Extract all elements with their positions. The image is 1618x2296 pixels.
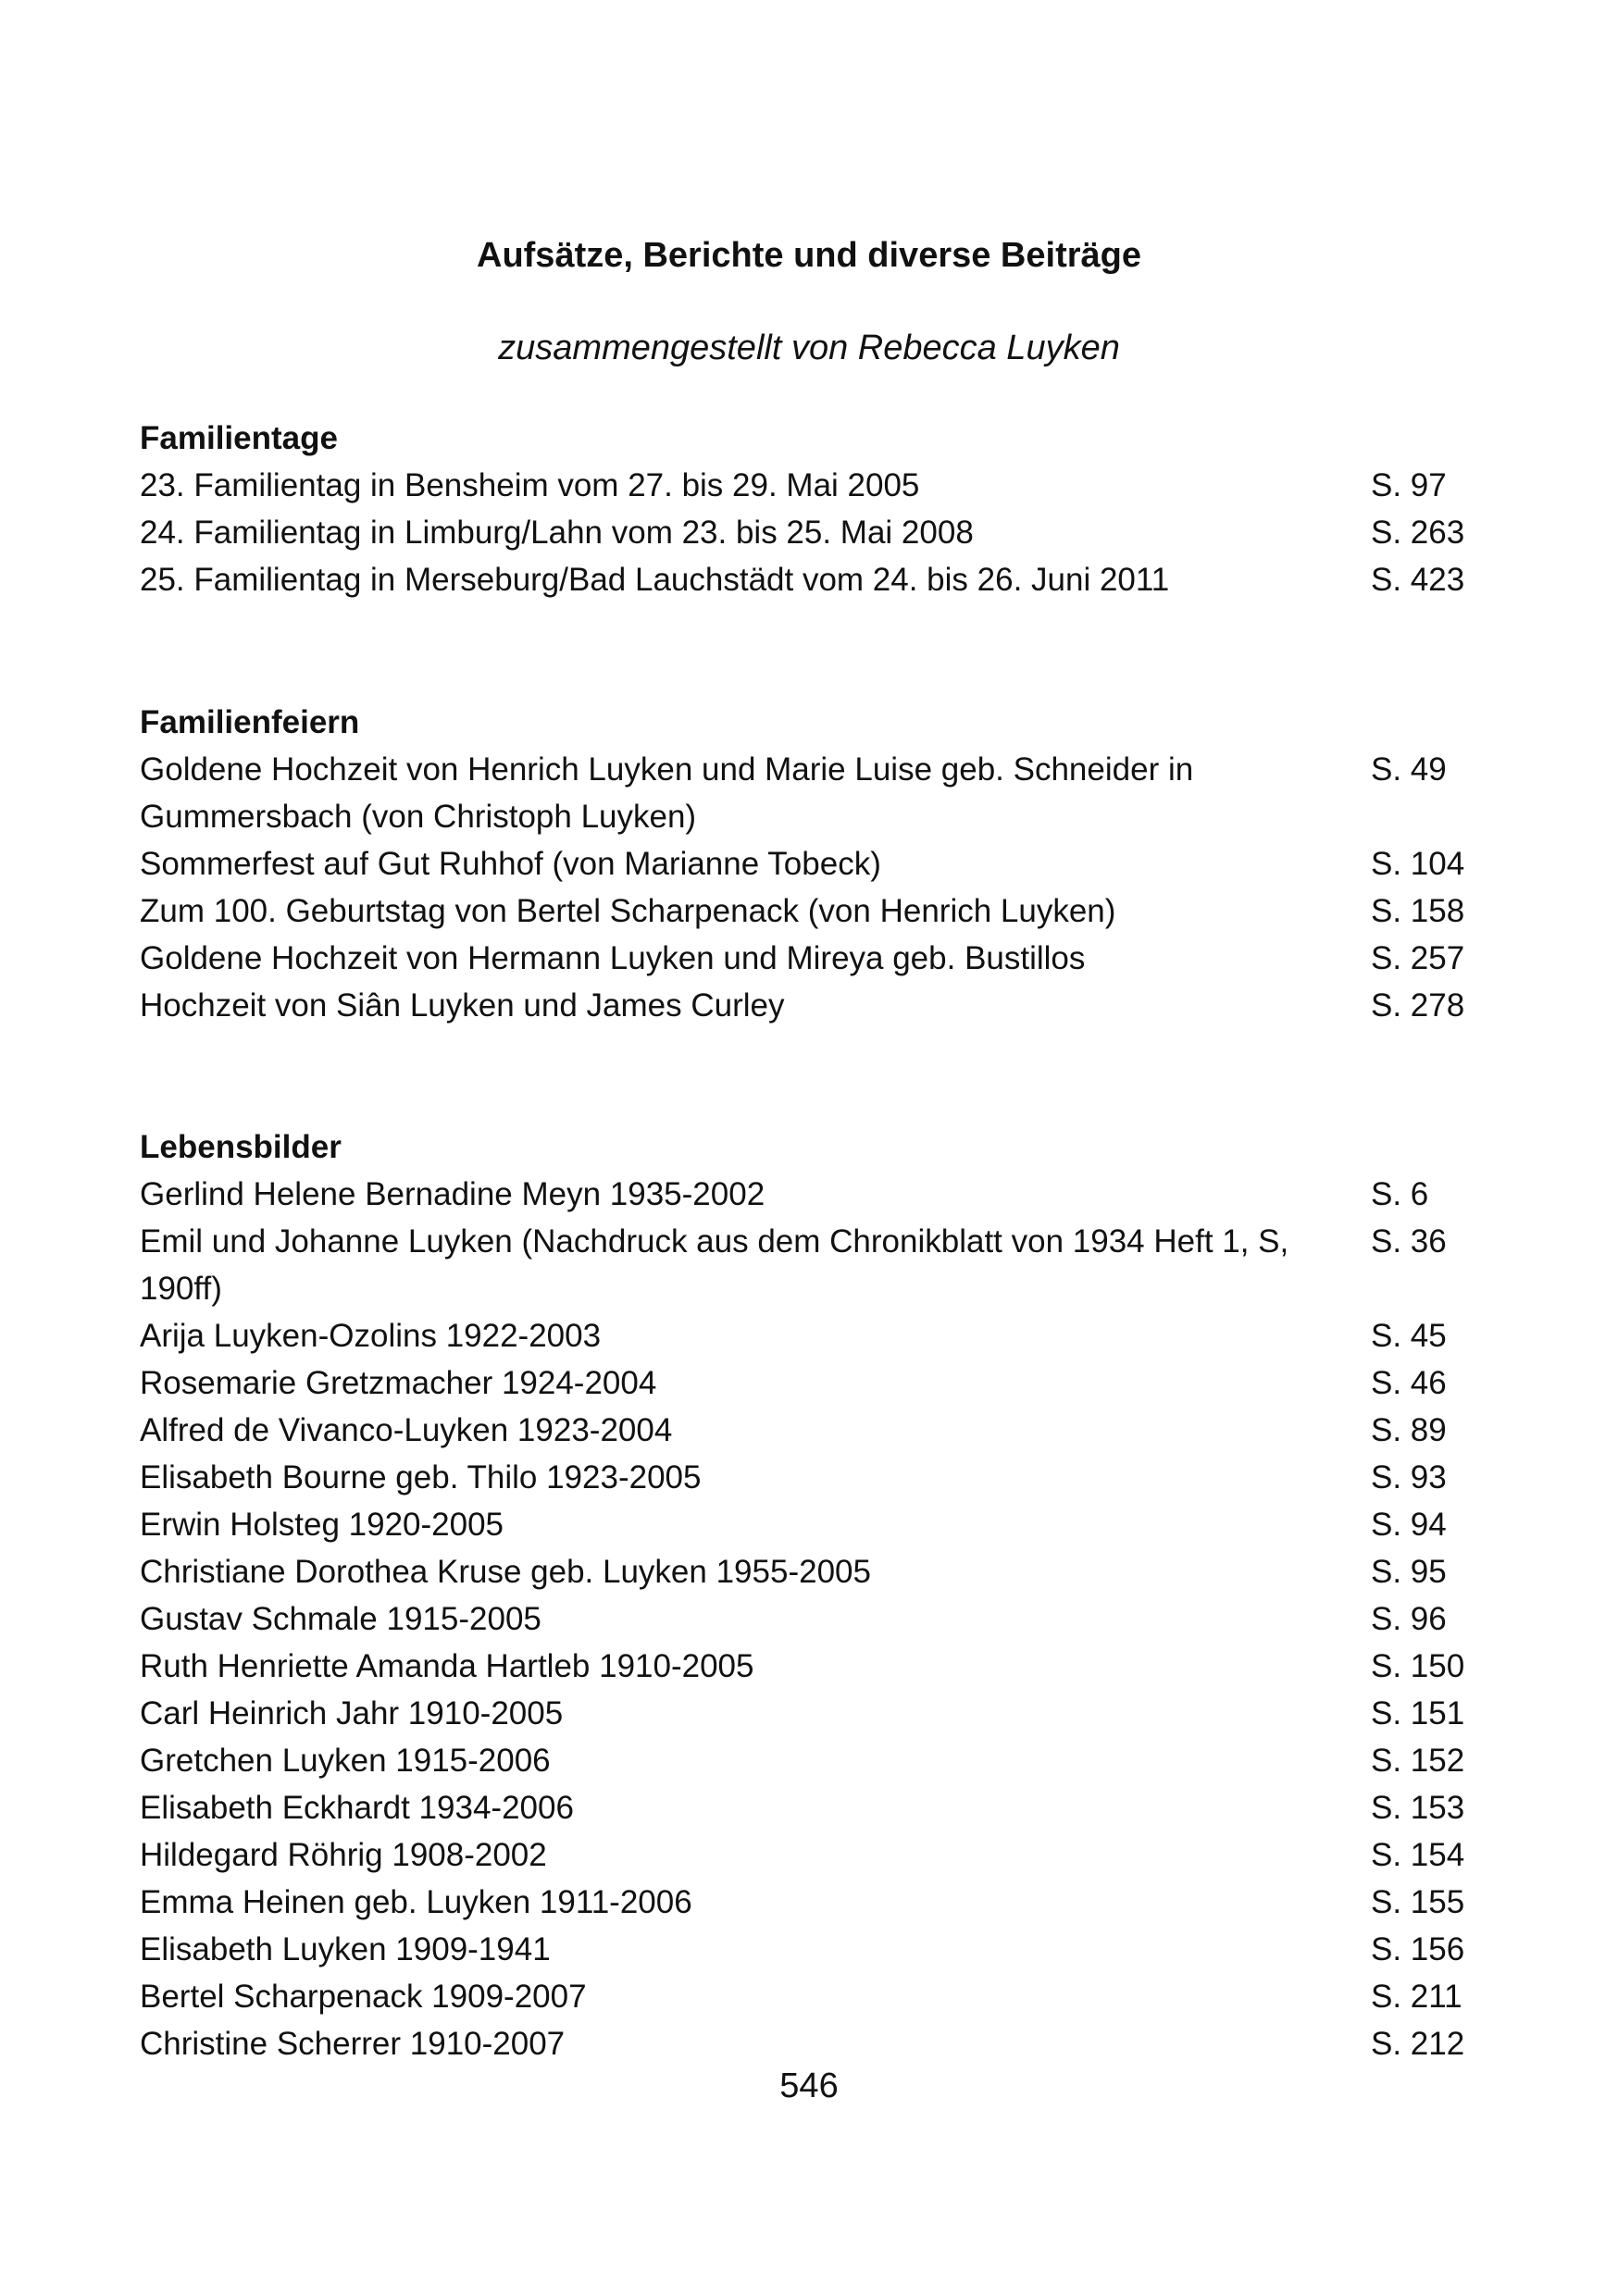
entry-title: Ruth Henriette Amanda Hartleb 1910-2005: [140, 1648, 754, 1684]
entry-page: S. 212: [1371, 2026, 1465, 2062]
entry-title: Elisabeth Eckhardt 1934-2006: [140, 1790, 574, 1826]
section-lebensbilder: [140, 1123, 1482, 2067]
entry-title: Sommerfest auf Gut Ruhhof (von Marianne Tobeck): [140, 846, 881, 882]
entry-title: 24. Familientag in Limburg/Lahn vom 23. bis 25. Mai 2008: [140, 515, 974, 551]
entry-title: Elisabeth Luyken 1909-1941: [140, 1931, 551, 1967]
entry-title: 23. Familientag in Bensheim vom 27. bis 29. Mai 2005: [140, 467, 920, 503]
entry-title: Gustav Schmale 1915-2005: [140, 1601, 541, 1637]
section-familientage: [140, 415, 1482, 603]
entry-page: S. 211: [1371, 1979, 1462, 2015]
list-item: [140, 1548, 1482, 1595]
entry-page: S. 154: [1371, 1837, 1465, 1873]
entry-page: S. 278: [1371, 987, 1465, 1024]
entry-title: Rosemarie Gretzmacher 1924-2004: [140, 1365, 657, 1401]
list-item: [140, 1973, 1482, 2020]
entry-title: Carl Heinrich Jahr 1910-2005: [140, 1695, 564, 1731]
entry-page: S. 151: [1371, 1695, 1465, 1731]
list-item: [140, 509, 1482, 556]
entry-page: S. 36: [1371, 1223, 1447, 1260]
entry-page: S. 97: [1371, 467, 1447, 503]
entry-page: S. 156: [1371, 1931, 1465, 1967]
section-heading: Familienfeiern: [140, 704, 360, 740]
list-item: [140, 1171, 1482, 1218]
entry-page: S. 150: [1371, 1648, 1465, 1684]
list-item: [140, 746, 1482, 840]
entry-title: Hochzeit von Siân Luyken und James Curley: [140, 987, 785, 1024]
entry-title: Bertel Scharpenack 1909-2007: [140, 1979, 587, 2015]
section-heading: Familientage: [140, 420, 338, 456]
list-item: [140, 556, 1482, 603]
section-heading: Lebensbilder: [140, 1129, 342, 1165]
entry-title: Elisabeth Bourne geb. Thilo 1923-2005: [140, 1459, 702, 1496]
entry-title: Gretchen Luyken 1915-2006: [140, 1743, 551, 1779]
list-item: [140, 1737, 1482, 1784]
list-item: [140, 1784, 1482, 1831]
list-item: [140, 982, 1482, 1029]
entry-page: S. 155: [1371, 1884, 1465, 1920]
entry-title: Emma Heinen geb. Luyken 1911-2006: [140, 1884, 692, 1920]
page-number: 546: [779, 2066, 839, 2105]
entry-title: Hildegard Röhrig 1908-2002: [140, 1837, 547, 1873]
entry-page: S. 49: [1371, 751, 1447, 788]
page-subtitle: zusammengestellt von Rebecca Luyken: [498, 329, 1120, 367]
list-item: [140, 1218, 1482, 1312]
entry-title: 25. Familientag in Merseburg/Bad Lauchstädt vom 24. bis 26. Juni 2011: [140, 562, 1170, 598]
entry-page: S. 6: [1371, 1176, 1429, 1212]
list-item: [140, 1595, 1482, 1643]
entry-page: S. 93: [1371, 1459, 1447, 1496]
list-item: [140, 1879, 1482, 1926]
entry-page: S. 45: [1371, 1318, 1447, 1354]
section-familienfeiern: [140, 699, 1482, 1029]
entry-title: Gerlind Helene Bernadine Meyn 1935-2002: [140, 1176, 765, 1212]
list-item: [140, 462, 1482, 509]
list-item: [140, 1501, 1482, 1548]
page-title: Aufsätze, Berichte und diverse Beiträge: [477, 236, 1141, 275]
list-item: [140, 1454, 1482, 1501]
list-item: [140, 2020, 1482, 2067]
entry-page: S. 89: [1371, 1412, 1447, 1448]
list-item: [140, 1407, 1482, 1454]
entry-page: S. 94: [1371, 1507, 1447, 1543]
entry-title: Emil und Johanne Luyken (Nachdruck aus dem Chronikblatt von 1934 Heft 1, S, 190ff): [140, 1223, 1289, 1307]
list-item: [140, 887, 1482, 935]
list-item: [140, 1690, 1482, 1737]
entry-title: Erwin Holsteg 1920-2005: [140, 1507, 504, 1543]
list-item: [140, 935, 1482, 982]
list-item: [140, 1359, 1482, 1407]
list-item: [140, 1643, 1482, 1690]
entry-title: Christiane Dorothea Kruse geb. Luyken 1955-2005: [140, 1554, 871, 1590]
entry-page: S. 152: [1371, 1743, 1465, 1779]
entry-title: Christine Scherrer 1910-2007: [140, 2026, 566, 2062]
entry-title: Goldene Hochzeit von Henrich Luyken und Marie Luise geb. Schneider in Gummersbach (von Christoph Luyken): [140, 751, 1194, 835]
entry-title: Zum 100. Geburtstag von Bertel Scharpenack (von Henrich Luyken): [140, 893, 1116, 929]
entry-page: S. 263: [1371, 515, 1465, 551]
entry-page: S. 96: [1371, 1601, 1447, 1637]
entry-page: S. 423: [1371, 562, 1465, 598]
entry-page: S. 46: [1371, 1365, 1447, 1401]
entry-page: S. 95: [1371, 1554, 1447, 1590]
entry-title: Arija Luyken-Ozolins 1922-2003: [140, 1318, 602, 1354]
entry-title: Goldene Hochzeit von Hermann Luyken und Mireya geb. Bustillos: [140, 940, 1086, 976]
entry-page: S. 257: [1371, 940, 1465, 976]
entry-title: Alfred de Vivanco-Luyken 1923-2004: [140, 1412, 673, 1448]
entry-page: S. 104: [1371, 846, 1465, 882]
list-item: [140, 1831, 1482, 1879]
list-item: [140, 1926, 1482, 1973]
list-item: [140, 840, 1482, 887]
entry-page: S. 153: [1371, 1790, 1465, 1826]
entry-page: S. 158: [1371, 893, 1465, 929]
list-item: [140, 1312, 1482, 1359]
